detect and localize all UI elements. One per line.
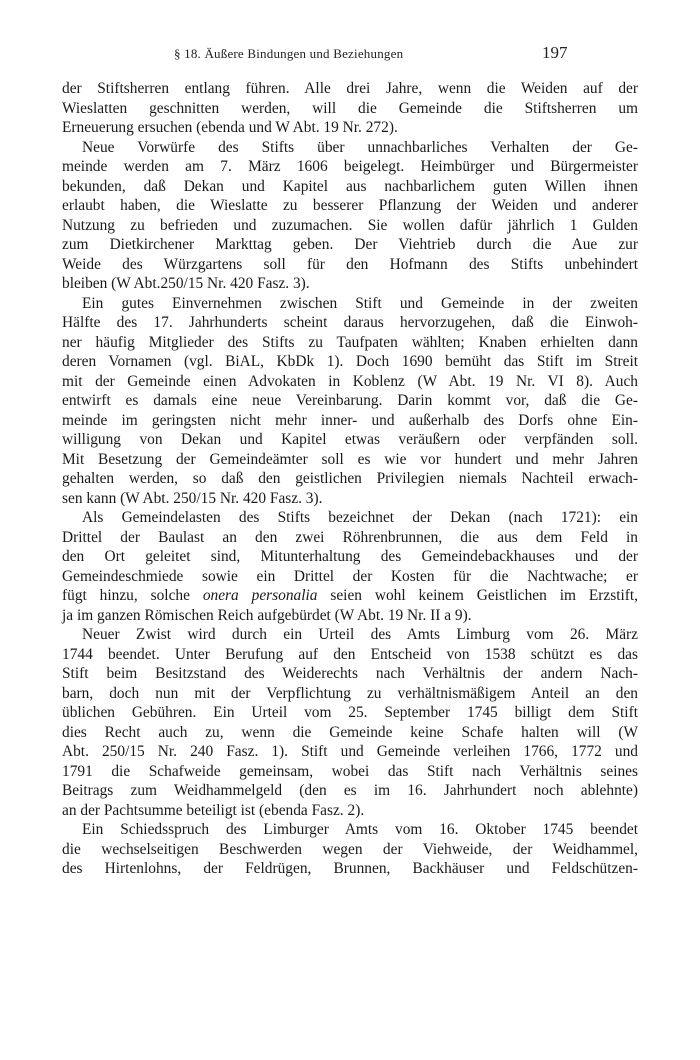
- text-line: Neuer Zwist wird durch ein Urteil des Amts Limburg vom 26. März: [82, 626, 638, 643]
- text-line: 1791 die Schafweide gemeinsam, wobei das Stift nach Verhältnis seines: [62, 762, 638, 780]
- text-line: meinde werden am 7. März 1606 beigelegt. Heimbürger und Bürgermeister: [62, 158, 638, 175]
- text-line: deren Vornamen (vgl. BiAL, KbDk 1). Doch 1690 bemüht das Stift im Streit: [62, 353, 638, 370]
- text-line: Stift beim Besitzstand des Weiderechts nach Verhältnis der andern Nach-: [62, 665, 638, 682]
- page-number: 197: [542, 43, 568, 62]
- text-line: erlaubt haben, die Wieslatte zu besserer Pflanzung der Weiden und anderer: [62, 197, 638, 214]
- text-line: 1744 beendet. Unter Berufung auf den Entscheid von 1538 schützt es das: [62, 645, 638, 663]
- text-line: Gemeindeschmiede sowie ein Drittel der Kosten für die Nachtwache; er: [62, 567, 638, 585]
- text-line: willigung von Dekan und Kapitel etwas veräußern oder verpfänden soll.: [62, 431, 638, 448]
- text-line: barn, doch nun mit der Verpflichtung zu verhältnismäßigem Anteil an den: [62, 684, 638, 702]
- text-line: Hälfte des 17. Jahrhunderts scheint daraus hervorzugehen, daß die Einwoh-: [62, 314, 638, 331]
- text-line: Drittel der Baulast an den zwei Röhrenbrunnen, die aus dem Feld in: [62, 528, 638, 546]
- text-line: entwirft es damals eine neue Vereinbarung. Darin kommt vor, daß die Ge-: [62, 392, 638, 409]
- text-segment: fügt hinzu, solche: [62, 587, 203, 604]
- latin-term: onera personalia: [202, 587, 318, 604]
- text-line: sen kann (W Abt. 250/15 Nr. 420 Fasz. 3).: [62, 489, 323, 507]
- text-line: Neue Vorwürfe des Stifts über unnachbarliches Verhalten der Ge-: [82, 138, 638, 156]
- text-line: dies Recht auch zu, wenn die Gemeinde keine Schafe halten will (W: [62, 723, 638, 741]
- text-segment: seien wohl keinem Geistlichen im Erzstift,: [317, 587, 638, 604]
- text-line: der Stiftsherren entlang führen. Alle drei Jahre, wenn die Weiden auf der: [62, 80, 638, 97]
- body-text: [62, 79, 638, 879]
- text-line: Ein gutes Einvernehmen zwischen Stift und Gemeinde in der zweiten: [82, 294, 638, 312]
- text-line: bekunden, daß Dekan und Kapitel aus nachbarlichem guten Willen ihnen: [62, 177, 638, 195]
- text-line: Abt. 250/15 Nr. 240 Fasz. 1). Stift und Gemeinde verleihen 1766, 1772 und: [62, 743, 638, 760]
- text-line: zum Dietkirchener Markttag geben. Der Viehtrieb durch die Aue zur: [62, 236, 638, 253]
- text-line: Erneuerung ersuchen (ebenda und W Abt. 19 Nr. 272).: [62, 119, 398, 136]
- text-line: Nutzung zu befrieden und zuzumachen. Sie wollen dafür jährlich 1 Gulden: [62, 216, 638, 234]
- text-line: Weide des Würzgartens soll für den Hofmann des Stifts unbehindert: [62, 255, 638, 273]
- text-line: [62, 586, 638, 606]
- running-title: § 18. Äußere Bindungen und Beziehungen: [174, 46, 404, 61]
- text-line: Ein Schiedsspruch des Limburger Amts vom 16. Oktober 1745 beendet: [82, 821, 638, 838]
- text-line: ner häufig Mitglieder des Stifts zu Taufpaten wählten; Knaben erhielten dann: [62, 333, 638, 351]
- text-line: Als Gemeindelasten des Stifts bezeichnet der Dekan (nach 1721): ein: [82, 509, 638, 526]
- text-line: Wieslatten geschnitten werden, will die Gemeinde die Stiftsherren um: [62, 99, 638, 117]
- text-line: des Hirtenlohns, der Feldrügen, Brunnen, Backhäuser und Feldschützen-: [62, 860, 638, 877]
- text-line: ja im ganzen Römischen Reich aufgebürdet (W Abt. 19 Nr. II a 9).: [62, 606, 472, 624]
- text-line: meinde im geringsten nicht mehr inner- und außerhalb des Dorfs ohne Ein-: [62, 411, 638, 429]
- text-line: bleiben (W Abt.250/15 Nr. 420 Fasz. 3).: [62, 275, 310, 292]
- text-line: Mit Besetzung der Gemeindeämter soll es wie vor hundert und mehr Jahren: [62, 450, 638, 468]
- text-line: üblichen Gebühren. Ein Urteil vom 25. September 1745 billigt dem Stift: [62, 704, 638, 721]
- text-line: Beitrags zum Weidhammelgeld (den es im 16. Jahrhundert noch ablehnte): [62, 782, 638, 799]
- text-line: gehalten werden, so daß den geistlichen Privilegien niemals Nachteil erwach-: [62, 470, 638, 487]
- text-line: an der Pachtsumme beteiligt ist (ebenda Fasz. 2).: [62, 801, 365, 819]
- text-line: mit der Gemeinde einen Advokaten in Koblenz (W Abt. 19 Nr. VI 8). Auch: [62, 372, 638, 390]
- running-head: [0, 43, 700, 66]
- text-line: den Ort geleitet sind, Mitunterhaltung des Gemeindebackhauses und der: [62, 548, 638, 565]
- text-line: die wechselseitigen Beschwerden wegen der Viehweide, der Weidhammel,: [62, 840, 638, 858]
